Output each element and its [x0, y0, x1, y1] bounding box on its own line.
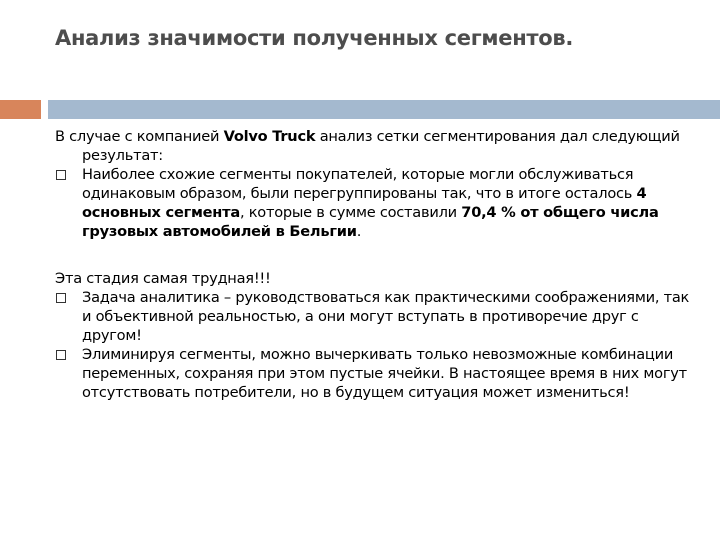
intro-paragraph: [55, 127, 695, 165]
header-band: [48, 100, 720, 119]
checkbox-icon: [56, 170, 66, 180]
bullet-text: Наиболее схожие сегменты покупателей, которые могли обслуживаться одинаковым образом, были перегруппированы так, что в итоге осталось: [82, 166, 637, 202]
bullet-item: [55, 165, 695, 241]
slide-title: Анализ значимости полученных сегментов.: [55, 26, 574, 50]
spacer: [55, 241, 695, 269]
checkbox-icon: [56, 350, 66, 360]
stage-paragraph: Эта стадия самая трудная!!!: [55, 270, 271, 287]
bullet-item: [55, 345, 695, 402]
bullet-text: , которые в сумме составили: [239, 204, 462, 221]
bullet-bold: 70,4 % от общего числа грузовых автомобилей в Бельгии: [82, 204, 659, 240]
checkbox-icon: [56, 293, 66, 303]
bullet-text: Элиминируя сегменты, можно вычеркивать только невозможные комбинации переменных, сохраняя при этом пустые ячейки. В настоящее время в них могут отсутствовать потребители, но в будущем ситуация может измениться!: [82, 346, 687, 401]
intro-text-end: анализ сетки сегментирования дал следующий результат:: [82, 128, 680, 164]
bullet-text: Задача аналитика – руководствоваться как практическими соображениями, так и объективной реальностью, а они могут вступать в противоречие друг с другом!: [82, 289, 690, 344]
bullet-bold: 4 основных сегмента: [82, 185, 647, 221]
intro-text: В случае с компанией: [55, 128, 224, 145]
bullet-item: [55, 288, 695, 345]
bullet-text: .: [356, 223, 362, 240]
brand-name: Volvo Truck: [223, 128, 316, 145]
accent-bar: [0, 100, 41, 119]
slide-body: [55, 127, 695, 402]
